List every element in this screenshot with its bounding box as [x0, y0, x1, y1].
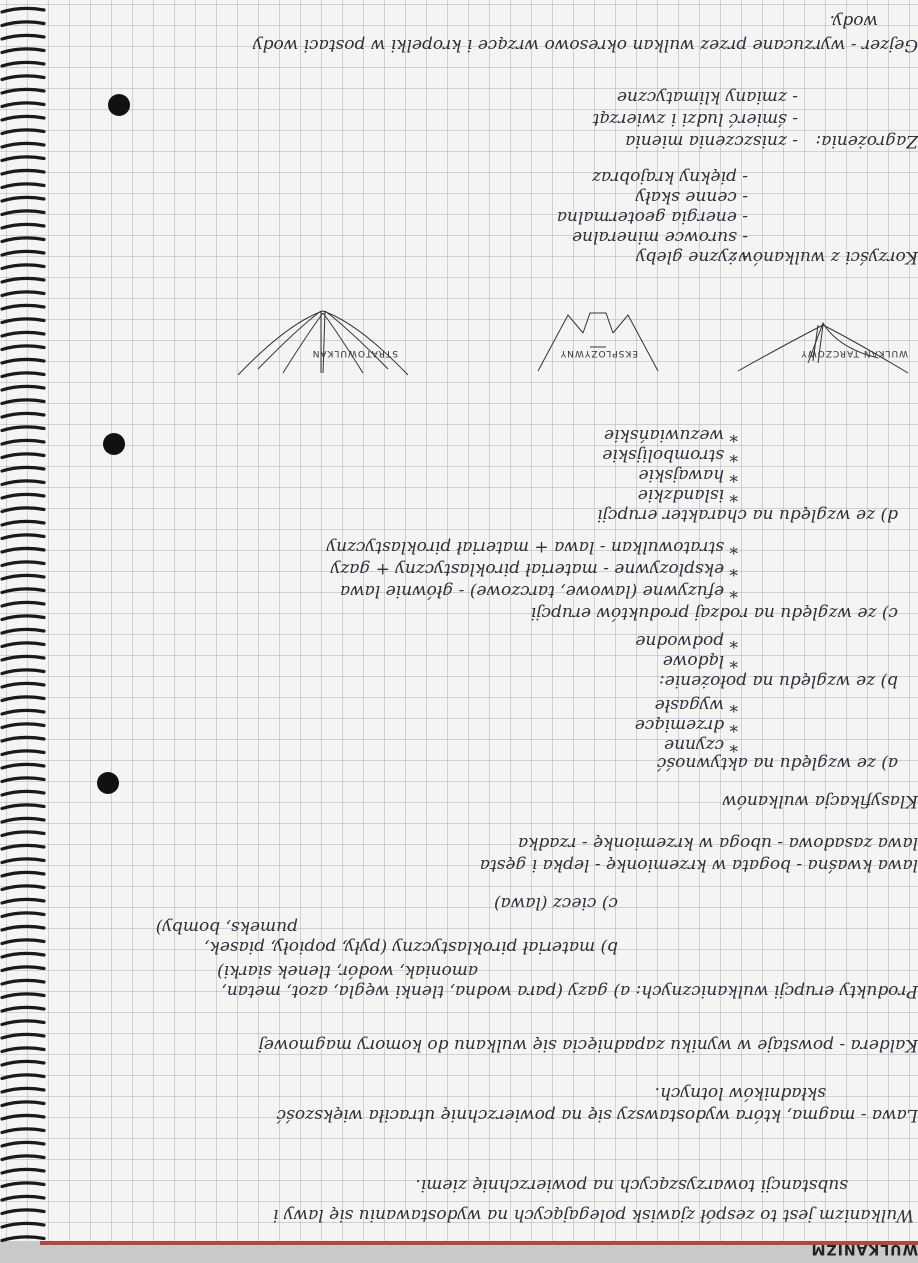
spiral-coil	[2, 805, 44, 809]
spiral-coil	[2, 751, 44, 755]
klasyfikacja-d-item: * strombolijskie	[602, 445, 738, 465]
korzysci-item: - energia geotermalna	[556, 207, 748, 227]
spiral-coil	[2, 616, 44, 620]
sketch-label: EKSPLOZYWNY	[559, 348, 638, 358]
klasyfikacja-d-item: * wezuwiańskie	[603, 425, 738, 445]
spiral-coil	[2, 1075, 44, 1079]
spiral-coil	[2, 629, 44, 633]
spiral-coil	[2, 1223, 44, 1227]
spiral-coil	[2, 130, 44, 134]
spiral-binding	[0, 0, 46, 1263]
spiral-coil	[2, 508, 44, 512]
spiral-coil	[2, 1196, 44, 1200]
spiral-coil	[2, 899, 44, 903]
spiral-coil	[2, 238, 44, 242]
spiral-coil	[2, 62, 44, 66]
spiral-coil	[2, 494, 44, 498]
spiral-coil	[2, 116, 44, 120]
zagrozenia-item: - zmiany klimatyczne	[616, 87, 798, 107]
spiral-coil	[2, 886, 44, 890]
spiral-coil	[2, 251, 44, 255]
zagrozenia-item: - zniszczenia mienia	[625, 131, 798, 151]
spiral-coil	[2, 521, 44, 525]
klasyfikacja-a-item: * czynne	[664, 735, 738, 755]
spiral-coil	[2, 913, 44, 917]
spiral-coil	[2, 103, 44, 107]
spiral-coil	[2, 818, 44, 822]
spiral-coil	[2, 548, 44, 552]
stratovolcano-sketch	[228, 303, 418, 383]
intro-line-1: Wulkanizm jest to zespół zjawisk polegających na wydostawaniu się lawy i	[273, 1205, 914, 1225]
spiral-coil	[2, 89, 44, 93]
spiral-coil	[2, 683, 44, 687]
spiral-coil	[2, 1183, 44, 1187]
spiral-coil	[2, 1115, 44, 1119]
produkty-line-2: amoniak, wodór, tlenek siarki)	[217, 961, 478, 981]
spiral-coil	[2, 49, 44, 53]
spiral-coil	[2, 454, 44, 458]
spiral-coil	[2, 791, 44, 795]
zagrozenia-item: - śmierć ludzi i zwierząt	[592, 109, 798, 129]
spiral-coil	[2, 427, 44, 431]
spiral-coil	[2, 1142, 44, 1146]
spiral-coil	[2, 413, 44, 417]
spiral-coil	[2, 872, 44, 876]
spiral-coil	[2, 845, 44, 849]
zagrozenia-label: Zagrożenia:	[815, 131, 918, 151]
lawa-kwasna: lawa kwaśna - bogata w krzemionkę - lepka i gęsta	[479, 855, 918, 875]
korzysci-item: - żyzne gleby	[636, 247, 748, 267]
spiral-coil	[2, 697, 44, 701]
shield-volcano-sketch	[728, 303, 918, 383]
spiral-coil	[2, 1034, 44, 1038]
spiral-coil	[2, 670, 44, 674]
sketch-label: WULKAN TARCZOWY	[800, 348, 908, 358]
korzysci-item: - cenne skały	[635, 187, 748, 207]
klasyfikacja-d-item: * islandzkie	[637, 485, 738, 505]
spiral-coil	[2, 643, 44, 647]
spiral-coil	[2, 319, 44, 323]
spiral-coil	[2, 76, 44, 80]
spiral-coil	[2, 1129, 44, 1133]
spiral-coil	[2, 1007, 44, 1011]
page-title: WULKANIZM	[810, 1241, 918, 1257]
korzysci-label: Korzyści z wulkanów:	[732, 247, 918, 267]
spiral-coil	[2, 278, 44, 282]
spiral-coil	[2, 967, 44, 971]
spiral-coil	[2, 359, 44, 363]
spiral-coil	[2, 157, 44, 161]
spiral-coil	[2, 373, 44, 377]
klasyfikacja-b-item: * podwodne	[635, 631, 738, 651]
sketch-label: STRATOWULKAN	[311, 348, 398, 358]
spiral-coil	[2, 1048, 44, 1052]
spiral-coil	[2, 1021, 44, 1025]
explosive-volcano-sketch	[528, 303, 668, 383]
spiral-coil	[2, 994, 44, 998]
spiral-coil	[2, 1169, 44, 1173]
gejzer-line-2: wody.	[829, 11, 878, 31]
spiral-coil	[2, 589, 44, 593]
spiral-coil	[2, 859, 44, 863]
spiral-coil	[2, 656, 44, 660]
lawa-definition-2: składników lotnych.	[654, 1083, 826, 1103]
spiral-coil	[2, 764, 44, 768]
spiral-coil	[2, 305, 44, 309]
spiral-coil	[2, 143, 44, 147]
spiral-coil	[2, 575, 44, 579]
spiral-coil	[2, 224, 44, 228]
klasyfikacja-d-item: * hawajskie	[638, 465, 738, 485]
kaldera-definition: Kaldera - powstaje w wyniku zapadnięcia się wulkanu do komory magmowej	[258, 1035, 918, 1055]
klasyfikacja-a: a) ze względu na aktywność	[656, 753, 898, 773]
klasyfikacja-b-item: * lądowe	[662, 651, 738, 671]
klasyfikacja-a-item: * wygasłe	[654, 695, 738, 715]
spiral-coil	[2, 292, 44, 296]
produkty-line-3: b) materiał piroklastyczny (pyły, popioły, piasek,	[204, 937, 618, 957]
lawa-zasadowa: lawa zasadowa - uboga w krzemionkę - rzadka	[517, 833, 918, 853]
klasyfikacja-c: c) ze względu na rodzaj produktów erupcji	[530, 603, 898, 623]
spiral-coil	[2, 778, 44, 782]
spiral-coil	[2, 562, 44, 566]
spiral-coil	[2, 737, 44, 741]
spiral-coil	[2, 211, 44, 215]
spiral-coil	[2, 1088, 44, 1092]
klasyfikacja-c-item: * stratowulkan - lawa + materiał piroklastyczny	[326, 537, 738, 557]
spiral-coil	[2, 386, 44, 390]
intro-line-2: substancji towarzyszących na powierzchnię ziemi.	[415, 1175, 848, 1195]
spiral-coil	[2, 1156, 44, 1160]
spiral-coil	[2, 184, 44, 188]
spiral-coil	[2, 467, 44, 471]
spiral-coil	[2, 35, 44, 39]
spiral-coil	[2, 980, 44, 984]
spiral-coil	[2, 332, 44, 336]
spiral-coil	[2, 1102, 44, 1106]
spiral-coil	[2, 265, 44, 269]
handwritten-notes	[46, 0, 918, 1263]
spiral-coil	[2, 481, 44, 485]
spiral-coil	[2, 197, 44, 201]
korzysci-item: - piękny krajobraz	[592, 167, 748, 187]
klasyfikacja-c-item: * eksplozywne - materiał piroklastyczny + gazy	[330, 559, 738, 579]
produkty-line-5: c) ciecz (lawa)	[494, 893, 618, 913]
lawa-definition-1: Lawa - magma, która wydostawszy się na powierzchnię utraciła większość	[276, 1105, 918, 1125]
klasyfikacja-b: b) ze względu na położenie:	[658, 671, 898, 691]
klasyfikacja-c-item: * efuzywne (lawowe, tarczowe) - głównie lawa	[339, 581, 738, 601]
spiral-coil	[2, 8, 44, 12]
spiral-coil	[2, 710, 44, 714]
spiral-coil	[2, 926, 44, 930]
klasyfikacja-a-item: * drzemiące	[634, 715, 738, 735]
produkty-line-1: Produkty erupcji wulkanicznych: a) gazy (para wodna, tlenki węgla, azot, metan,	[221, 981, 918, 1001]
spiral-coil	[2, 832, 44, 836]
klasyfikacja-d: d) ze względu na charakter erupcji	[597, 505, 898, 525]
produkty-line-4: pumeks, bomby)	[155, 917, 298, 937]
spiral-coil	[2, 535, 44, 539]
spiral-coil	[2, 170, 44, 174]
korzysci-item: - surowce mineralne	[572, 227, 748, 247]
spiral-coil	[2, 1061, 44, 1065]
spiral-coil	[2, 22, 44, 26]
spiral-coil	[2, 346, 44, 350]
spiral-coil	[2, 440, 44, 444]
spiral-coil	[2, 1237, 44, 1241]
gejzer-line-1: Gejzer - wyrzucane przez wulkan okresowo wrzące i kropelki w postaci wody	[252, 35, 918, 55]
spiral-coil	[2, 1210, 44, 1214]
spiral-coil	[2, 400, 44, 404]
spiral-coil	[2, 602, 44, 606]
spiral-coil	[2, 940, 44, 944]
klasyfikacja-heading: Klasyfikacja wulkanów	[722, 791, 918, 811]
spiral-coil	[2, 724, 44, 728]
spiral-coil	[2, 953, 44, 957]
